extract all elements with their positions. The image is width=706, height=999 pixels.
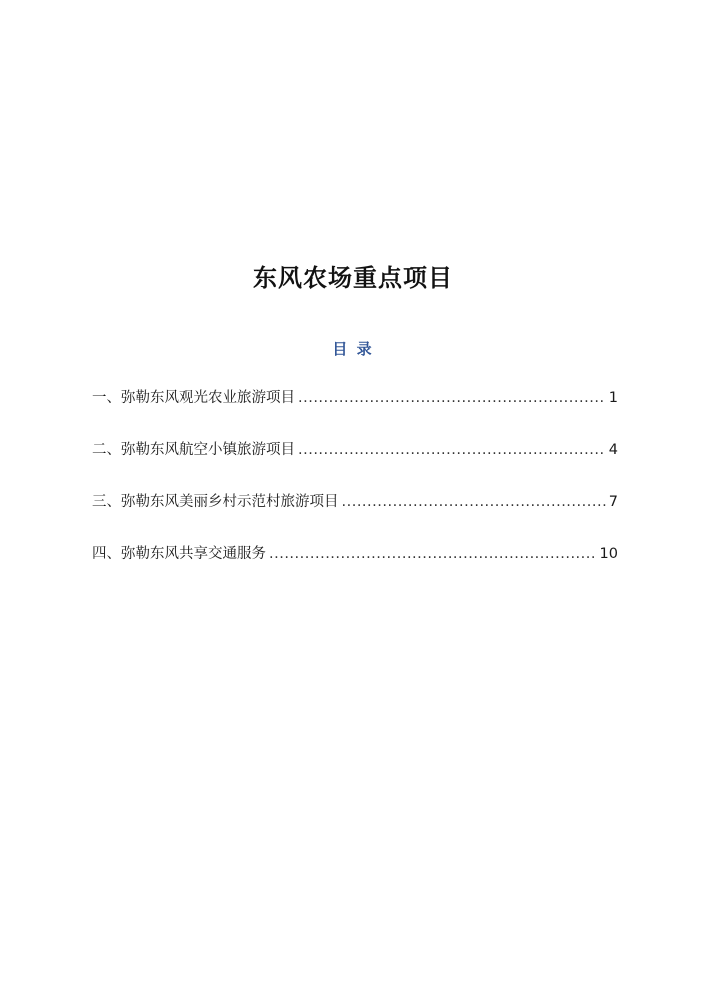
toc-dot-leader — [298, 442, 606, 458]
table-of-contents — [92, 386, 618, 594]
toc-entry[interactable] — [92, 542, 618, 594]
toc-dot-leader — [342, 494, 606, 510]
toc-entry-text: 一、弥勒东风观光农业旅游项目 — [92, 390, 295, 406]
toc-entry-page: 1 — [608, 390, 618, 406]
toc-entry-page: 7 — [608, 494, 618, 510]
toc-dot-leader — [298, 390, 606, 406]
toc-entry-text: 二、弥勒东风航空小镇旅游项目 — [92, 442, 295, 458]
toc-dot-leader — [269, 546, 597, 562]
toc-entry-text: 四、弥勒东风共享交通服务 — [92, 546, 266, 562]
toc-entry-page: 4 — [608, 442, 618, 458]
toc-entry-page: 10 — [599, 546, 618, 562]
document-title: 东风农场重点项目 — [253, 263, 453, 292]
toc-entry[interactable] — [92, 386, 618, 438]
toc-entry-text: 三、弥勒东风美丽乡村示范村旅游项目 — [92, 494, 339, 510]
toc-heading: 目 录 — [332, 340, 374, 358]
toc-entry[interactable] — [92, 438, 618, 490]
toc-entry[interactable] — [92, 490, 618, 542]
